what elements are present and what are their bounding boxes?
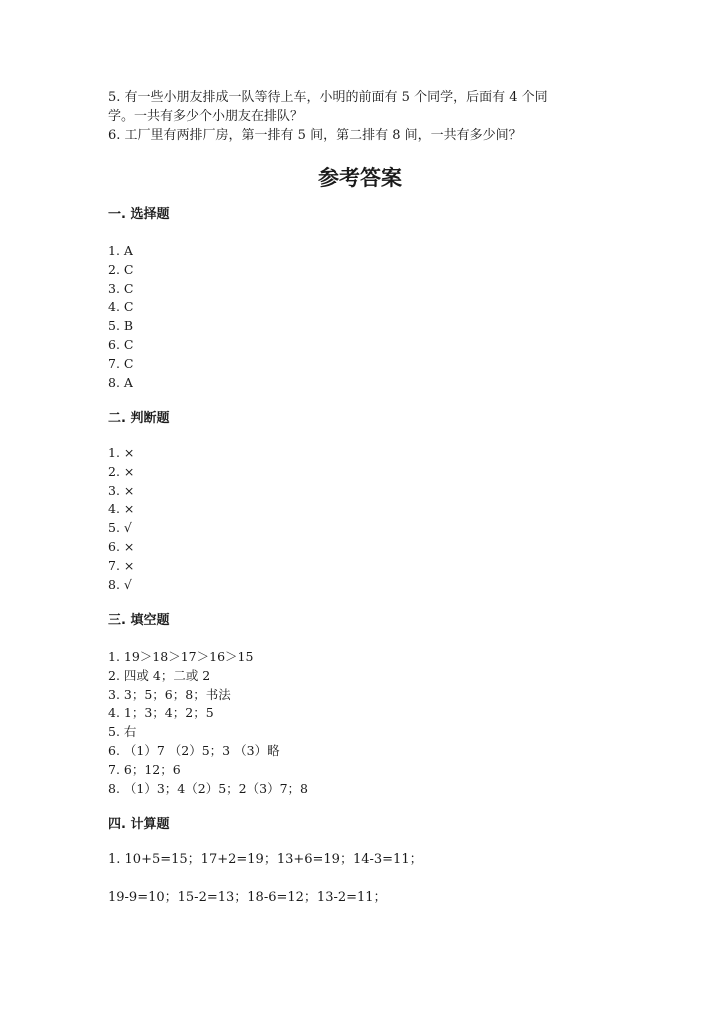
list-item: 5. √ — [108, 520, 132, 536]
list-item: 4. × — [108, 501, 135, 517]
list-item: 7. C — [108, 355, 134, 371]
list-item: 5. 右 — [108, 724, 137, 740]
judgement-answers-list — [108, 444, 134, 594]
list-item: 4. C — [108, 299, 134, 315]
list-item: 6. C — [108, 336, 134, 352]
list-item: 7. 6；12；6 — [108, 761, 181, 777]
section-heading-choice: 一. 选择题 — [108, 207, 170, 222]
list-item: 1. × — [108, 445, 135, 460]
section-heading-fill-blank: 三. 填空题 — [108, 613, 170, 628]
list-item: 8. √ — [108, 576, 132, 592]
list-item: 6. （1）7 （2）5；3 （3）略 — [108, 742, 280, 758]
question-5-line-1: 5. 有一些小朋友排成一队等待上车，小明的前面有 5 个同学，后面有 4 个同 — [108, 90, 548, 105]
list-item: 2. × — [108, 463, 135, 479]
section-heading-calculation: 四. 计算题 — [108, 817, 170, 832]
list-item: 3. × — [108, 482, 135, 498]
question-5-line-2: 学。一共有多少个小朋友在排队？ — [108, 109, 304, 124]
list-item: 2. C — [108, 261, 134, 277]
list-item: 6. × — [108, 538, 135, 554]
list-item: 5. B — [108, 318, 134, 334]
section-heading-judgement: 二. 判断题 — [108, 411, 170, 426]
question-6: 6. 工厂里有两排厂房，第一排有 5 间，第二排有 8 间，一共有多少间？ — [108, 128, 522, 143]
list-item: 3. C — [108, 280, 134, 296]
list-item: 4. 1；3；4；2；5 — [108, 705, 214, 721]
list-item: 1. A — [108, 243, 133, 258]
list-item: 7. × — [108, 557, 135, 573]
choice-answers-list — [108, 242, 133, 392]
calculation-line-1: 1. 10+5=15；17+2=19；13+6=19；14-3=11； — [108, 852, 423, 867]
calculation-line-2: 19-9=10；15-2=13；18-6=12；13-2=11； — [108, 890, 387, 905]
list-item: 8. （1）3；4（2）5；2（3）7；8 — [108, 780, 308, 796]
list-item: 2. 四或 4；二或 2 — [108, 667, 211, 683]
answers-title: 参考答案 — [318, 166, 402, 190]
fill-blank-answers-list — [108, 648, 308, 798]
list-item: 1. 19＞18＞17＞16＞15 — [108, 649, 254, 664]
list-item: 8. A — [108, 374, 133, 390]
list-item: 3. 3；5；6；8；书法 — [108, 686, 231, 702]
